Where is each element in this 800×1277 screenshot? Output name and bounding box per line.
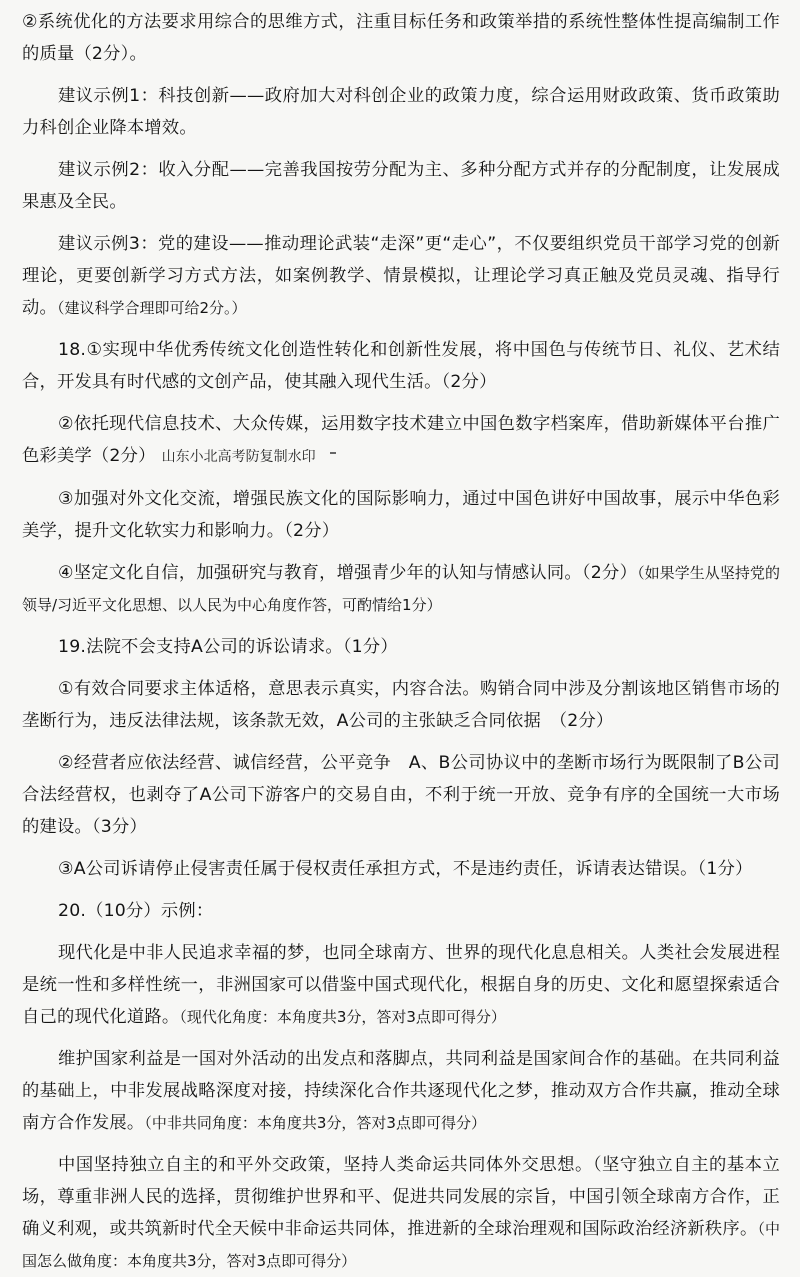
paragraph-q18-point-4: ④坚定文化自信，加强研究与教育，增强青少年的认知与情感认同。（2分）（如果学生从坚持党的领导/习近平文化思想、以人民为中心角度作答，可酌情给1分）: [22, 563, 780, 614]
paragraph-q19-point-3: ③A公司诉请停止侵害责任属于侵权责任承担方式，不是违约责任，诉请表达错误。（1分）: [58, 859, 753, 879]
scoring-note: （建议科学合理即可给2分。）: [56, 299, 247, 317]
paragraph-q18-point-1: 18.①实现中华优秀传统文化创造性转化和创新性发展，将中国色与传统节日、礼仪、艺术结合，开发具有时代感的文创产品，使其融入现代生活。（2分）: [22, 340, 780, 392]
paragraph-system-optimization: ②系统优化的方法要求用综合的思维方式，注重目标任务和政策举措的系统性整体性提高编制工作的质量（2分）。: [22, 12, 780, 64]
paragraph-q20-china-approach: 中国坚持独立自主的和平外交政策，坚持人类命运共同体外交思想。（坚守独立自主的基本立场，尊重非洲人民的选择，贯彻维护世界和平、促进共同发展的宗旨，中国引领全球南方合作，正确义利观，或共筑新时代全天候中非命运共同体，推进新的全球治理观和国际政治经济新秩序。（中国怎么做角度：本角度共3分，答对3点即可得分）: [22, 1155, 780, 1270]
paragraph-q20-china-africa: 维护国家利益是一国对外活动的出发点和落脚点，共同利益是国家间合作的基础。在共同利益的基础上，中非发展战略深度对接，持续深化合作共逐现代化之梦，推动双方合作共赢，推动全球南方合作发展。（中非共同角度：本角度共3分，答对3点即可得分）: [22, 1049, 780, 1133]
paragraph-q18-point-2: ②依托现代信息技术、大众传媒，运用数字技术建立中国色数字档案库，借助新媒体平台推广色彩美学（2分） 山东小北高考防复制水印: [22, 414, 780, 466]
watermark-text: 山东小北高考防复制水印: [161, 449, 316, 465]
paragraph-suggestion-2: 建议示例2：收入分配——完善我国按劳分配为主、多种分配方式并存的分配制度，让发展成果惠及全民。: [22, 160, 780, 212]
scoring-note: （如果学生从坚持党的领导/习近平文化思想、以人民为中心角度作答，可酌情给1分）: [22, 564, 780, 614]
paragraph-q19-answer: 19.法院不会支持A公司的诉讼请求。（1分）: [58, 637, 398, 657]
paragraph-q19-point-1: ①有效合同要求主体适格，意思表示真实，内容合法。购销合同中涉及分割该地区销售市场的垄断行为，违反法律法规，该条款无效，A公司的主张缺乏合同依据 （2分）: [22, 679, 780, 731]
scoring-note: （现代化角度：本角度共3分，答对3点即可得分）: [179, 1008, 506, 1026]
paragraph-q18-point-3: ③加强对外文化交流，增强民族文化的国际影响力，通过中国色讲好中国故事，展示中华色彩美学，提升文化软实力和影响力。（2分）: [22, 489, 780, 541]
paragraph-q19-point-2: ②经营者应依法经营、诚信经营，公平竞争 A、B公司协议中的垄断市场行为既限制了B公司合法经营权，也剥夺了A公司下游客户的交易自由，不利于统一开放、竞争有序的全国统一大市场的建设。（3分）: [22, 753, 780, 837]
paragraph-q20-heading: 20.（10分）示例：: [58, 901, 214, 921]
paragraph-q20-modernization: 现代化是中非人民追求幸福的梦，也同全球南方、世界的现代化息息相关。人类社会发展进程是统一性和多样性统一，非洲国家可以借鉴中国式现代化，根据自身的历史、文化和愿望探索适合自己的现代化道路。（现代化角度：本角度共3分，答对3点即可得分）: [22, 943, 780, 1027]
paragraph-suggestion-1: 建议示例1：科技创新——政府加大对科创企业的政策力度，综合运用财政政策、货币政策助力科创企业降本增效。: [22, 86, 780, 138]
paragraph-suggestion-3: 建议示例3：党的建设——推动理论武装“走深”更“走心”，不仅要组织党员干部学习党的创新理论，更要创新学习方式方法，如案例教学、情景模拟，让理论学习真正触及党员灵魂、指导行动。（建议科学合理即可给2分。）: [22, 234, 780, 318]
scoring-note: （中国怎么做角度：本角度共3分，答对3点即可得分）: [22, 1220, 780, 1270]
scoring-note: （中非共同角度：本角度共3分，答对3点即可得分）: [144, 1114, 486, 1132]
scan-mark: [330, 452, 336, 454]
